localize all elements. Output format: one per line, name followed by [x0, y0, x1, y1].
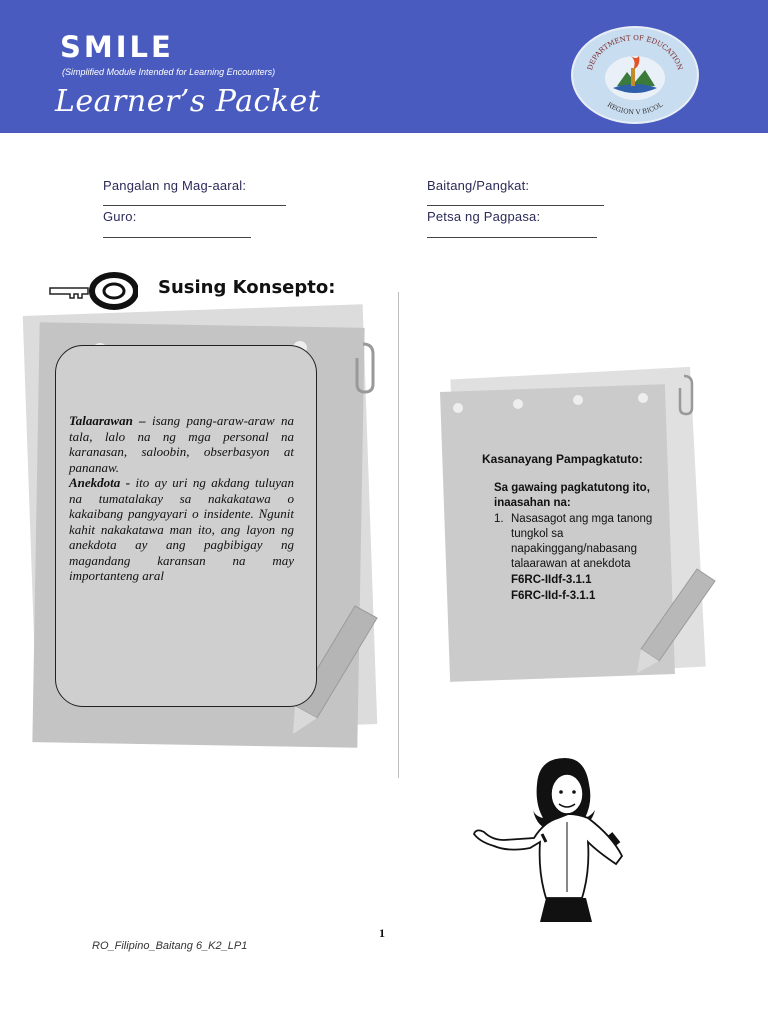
smile-subtitle: (Simplified Module Intended for Learning Encounters): [62, 67, 276, 77]
term-talaarawan: Talaarawan –: [69, 413, 146, 428]
key-concept-title: Susing Konsepto:: [158, 277, 336, 298]
submission-date-label: Petsa ng Pagpasa:: [427, 209, 541, 224]
pencil-icon-right: [625, 565, 720, 675]
competency-item-line-4: talaarawan at anekdota: [511, 558, 631, 570]
teacher-line[interactable]: [103, 237, 251, 238]
competency-item-line-2: tungkol sa: [511, 528, 564, 540]
term-anekdota: Anekdota -: [69, 475, 131, 490]
paperclip-icon-right: [672, 372, 702, 422]
key-icon: [48, 270, 138, 310]
student-name-line[interactable]: [103, 205, 286, 206]
grade-section-label: Baitang/Pangkat:: [427, 178, 530, 193]
student-name-label: Pangalan ng Mag-aaral:: [103, 178, 247, 193]
def-anekdota: ito ay uri ng akdang tuluyan na tumatalakay sa nakakatawa o kakaibang pangyayari o insidente. Ngunit kahit nakakatawa man ito, ang layon ng anekdota ay ang pagbibigay ng magandang karansan na may importanteng aral: [69, 475, 294, 583]
seal-text-bottom: REGION V BICOL: [605, 100, 665, 117]
seal-text-top: DEPARTMENT OF EDUCATION: [585, 33, 685, 72]
competency-intro-2: inaasahan na:: [494, 497, 571, 509]
definition-talaarawan: [69, 413, 294, 475]
competency-title: Kasanayang Pampagkatuto:: [482, 452, 643, 466]
competency-code-2: F6RC-IId-f-3.1.1: [511, 590, 596, 602]
smile-title: SMILE: [60, 30, 174, 64]
teacher-label: Guro:: [103, 209, 137, 224]
competency-item-line-3: napakinggang/nabasang: [511, 543, 637, 555]
competency-item-line-1: Nasasagot ang mga tanong: [511, 513, 653, 525]
competency-code-1: F6RC-IIdf-3.1.1: [511, 574, 592, 586]
competency-intro-1: Sa gawaing pagkatutong ito,: [494, 482, 650, 494]
column-divider: [398, 292, 399, 778]
svg-text:REGION V BICOL: [606, 100, 665, 116]
teacher-illustration: [470, 752, 670, 922]
deped-region-seal: [571, 26, 699, 124]
paperclip-icon: [345, 340, 385, 400]
submission-date-line[interactable]: [427, 237, 597, 238]
grade-section-line[interactable]: [427, 205, 604, 206]
competency-item-number: 1.: [494, 513, 504, 525]
learners-packet-title: Learner’s Packet: [55, 84, 321, 119]
definition-anekdota: [69, 475, 294, 584]
paper-holes-right: [448, 392, 668, 422]
document-code: RO_Filipino_Baitang 6_K2_LP1: [92, 940, 248, 952]
def-talaarawan: isang pang-araw-araw na tala, lalo na ng mga personal na karanasan, saloobin, obserbasyon at pananaw.: [69, 413, 294, 475]
page-number: 1: [379, 926, 385, 940]
header-banner: [0, 0, 768, 133]
